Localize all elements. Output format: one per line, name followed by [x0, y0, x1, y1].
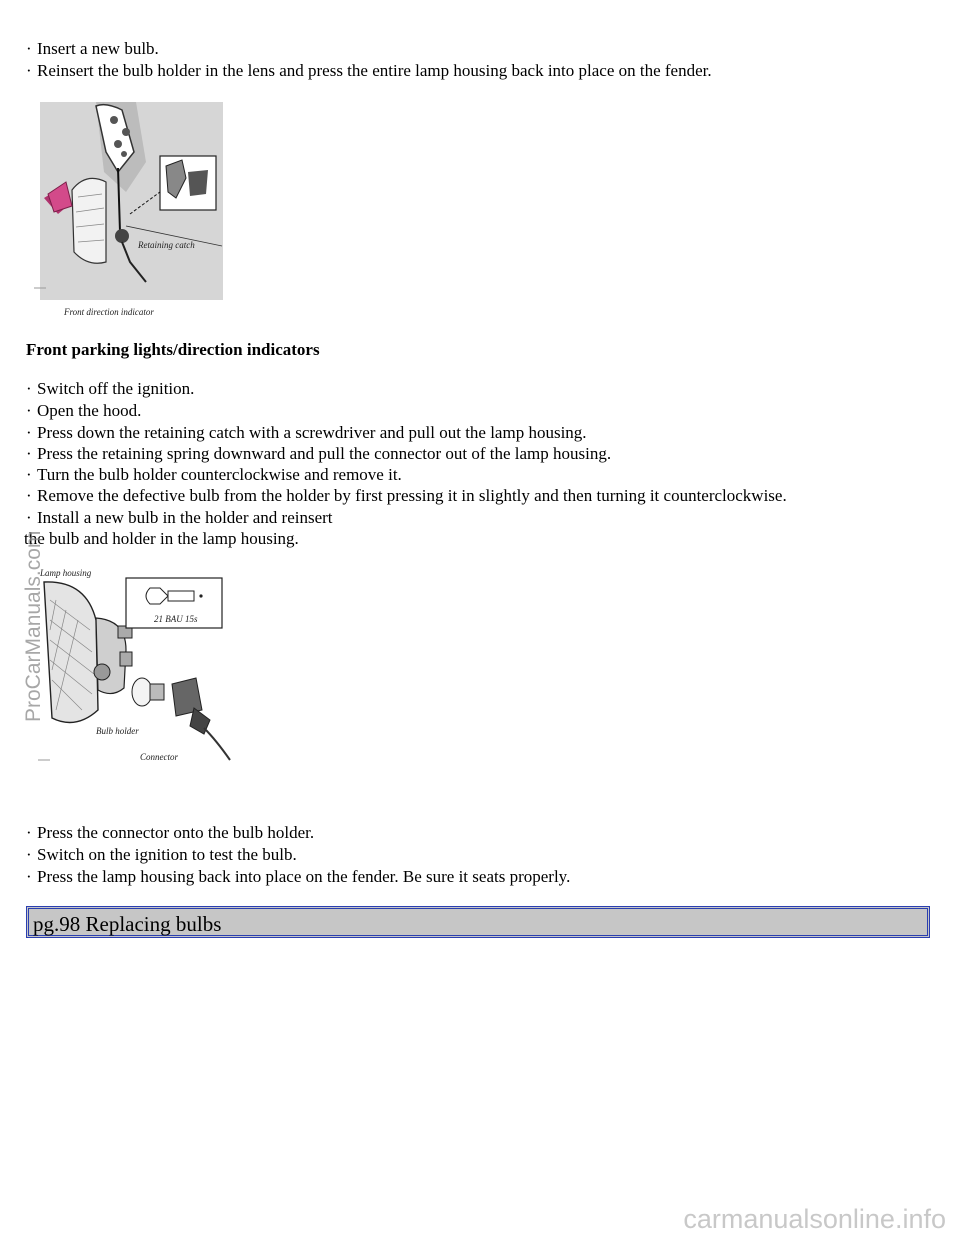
list-item — [26, 866, 570, 888]
front-direction-indicator-illustration — [26, 102, 224, 320]
step-text: Press the retaining spring downward and pull the connector out of the lamp housing. — [37, 444, 612, 463]
list-item — [26, 822, 314, 844]
bullet: · — [26, 423, 32, 442]
list-item — [26, 443, 611, 465]
bullet: · — [26, 823, 32, 842]
bullet: · — [26, 486, 32, 505]
step-text: Insert a new bulb. — [37, 39, 159, 58]
step-text: Switch on the ignition to test the bulb. — [37, 845, 297, 864]
bulb-holder-label: Bulb holder — [96, 726, 139, 736]
page-footer-title: pg.98 Replacing bulbs — [33, 912, 222, 936]
bulb-spec-label: 21 BAU 15s — [154, 614, 198, 624]
step-text: Turn the bulb holder counterclockwise and remove it. — [37, 465, 402, 484]
step-text: Remove the defective bulb from the holder by first pressing it in slightly and then turning it counterclockwise. — [37, 486, 787, 505]
list-item — [26, 400, 141, 422]
step-text: Switch off the ignition. — [37, 379, 195, 398]
bullet: · — [26, 845, 32, 864]
step-text: Press down the retaining catch with a screwdriver and pull out the lamp housing. — [37, 423, 587, 442]
lamp-housing-label: Lamp housing — [40, 568, 92, 578]
bullet: · — [26, 867, 32, 886]
bullet: · — [26, 61, 32, 80]
list-item — [26, 844, 297, 866]
figure-caption: Front direction indicator — [64, 307, 154, 317]
step-continuation: the bulb and holder in the lamp housing. — [24, 529, 299, 548]
section-heading: Front parking lights/direction indicators — [26, 340, 320, 359]
step-text: Open the hood. — [37, 401, 142, 420]
list-item — [26, 60, 712, 82]
bottom-watermark: carmanualsonline.info — [683, 1204, 946, 1234]
bullet: · — [26, 39, 32, 58]
bullet: · — [26, 401, 32, 420]
bullet: · — [26, 379, 32, 398]
list-item — [26, 422, 587, 444]
step-text: Press the connector onto the bulb holder. — [37, 823, 315, 842]
list-item — [26, 507, 333, 529]
list-item — [26, 378, 194, 400]
list-item — [26, 38, 159, 60]
side-watermark: ProCarManuals.com — [22, 530, 45, 722]
bullet: · — [26, 465, 32, 484]
lamp-housing-exploded-illustration — [26, 560, 232, 770]
step-text: Reinsert the bulb holder in the lens and press the entire lamp housing back into place on the fender. — [37, 61, 712, 80]
bullet: · — [26, 508, 32, 527]
step-text: Install a new bulb in the holder and reinsert — [37, 508, 333, 527]
bullet: · — [26, 444, 32, 463]
connector-label: Connector — [140, 752, 178, 762]
list-item — [26, 464, 402, 486]
list-item — [26, 485, 787, 507]
retaining-catch-label: Retaining catch — [138, 240, 195, 250]
step-text: Press the lamp housing back into place on the fender. Be sure it seats properly. — [37, 867, 571, 886]
page-footer-bar — [26, 906, 930, 938]
